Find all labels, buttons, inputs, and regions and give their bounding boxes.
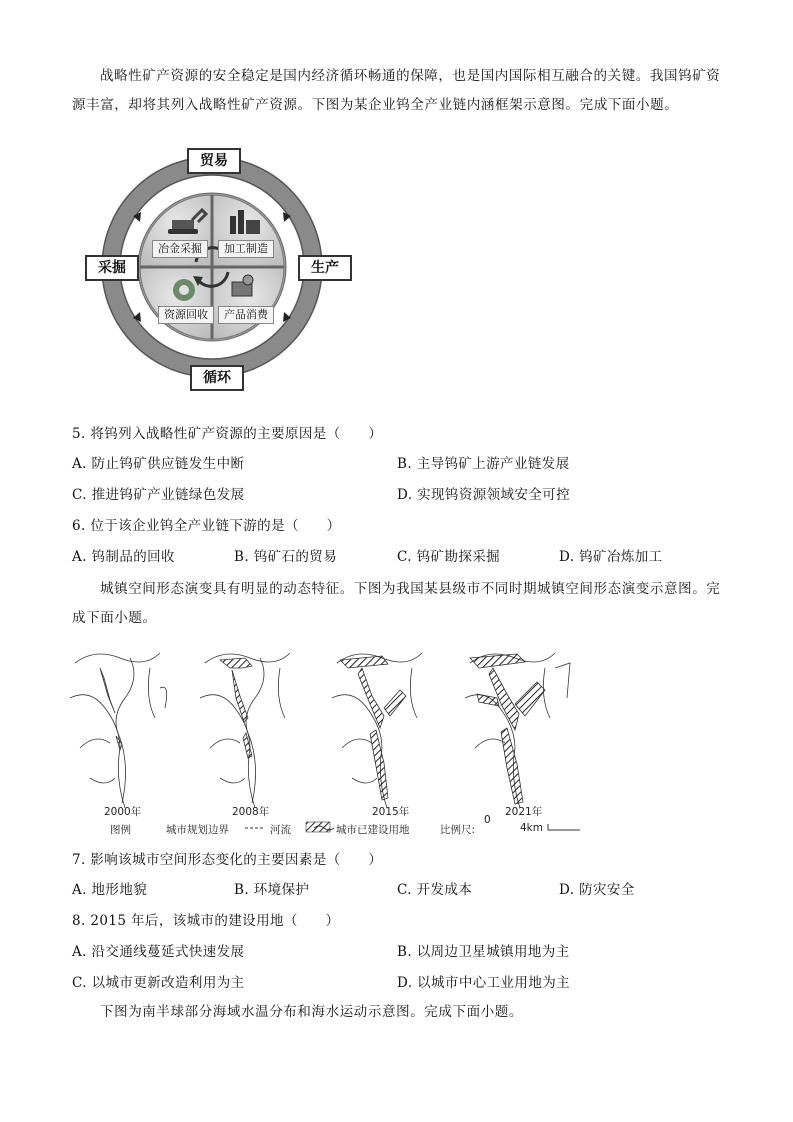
q8-option-d[interactable]: D. 以城市中心工业用地为主 [397,975,571,991]
map-2000 [70,653,167,808]
q6-option-c[interactable]: C. 钨矿勘探采掘 [397,549,501,565]
map-2021 [465,653,570,808]
city-evolution-maps [60,638,600,843]
legend-boundary-label: 城市规划边界 [166,824,229,836]
legend-title: 图例 [110,824,131,836]
q7-option-c[interactable]: C. 开发成本 [397,882,473,898]
q7-option-d[interactable]: D. 防灾安全 [559,882,635,898]
label-processing: 加工制造 [218,240,274,258]
map-2008 [200,653,290,808]
q8-option-a[interactable]: A. 沿交通线蔓延式快速发展 [72,944,245,960]
label-consumption: 产品消费 [218,306,274,324]
map-year-2015: 2015年 [372,806,410,818]
recycle-icon [173,279,195,301]
map-2015 [332,653,422,808]
q8-option-b[interactable]: B. 以周边卫星城镇用地为主 [397,944,570,960]
q5-option-c[interactable]: C. 推进钨矿产业链绿色发展 [72,487,245,503]
scale-value: 4km [520,822,543,834]
map-year-2008: 2008年 [232,806,270,818]
map-year-2000: 2000年 [104,806,142,818]
q6-option-a[interactable]: A. 钨制品的回收 [72,549,175,565]
q8-stem: 8. 2015 年后，该城市的建设用地（ ） [72,913,340,929]
q6-stem: 6. 位于该企业钨全产业链下游的是（ ） [72,518,341,534]
intro-paragraph-1: 战略性矿产资源的安全稳定是国内经济循环畅通的保障，也是国内国际相互融合的关键。我国钨矿资源丰富，却将其列入战略性矿产资源。下图为某企业钨全产业链内涵框架示意图。完成下面小题。 [72,68,721,113]
q5-option-b[interactable]: B. 主导钨矿上游产业链发展 [397,456,570,472]
label-cycle: 循环 [190,365,244,391]
map-year-2021: 2021年 [505,806,543,818]
q6-option-b[interactable]: B. 钨矿石的贸易 [234,549,338,565]
industry-chain-diagram [88,150,350,390]
q7-option-b[interactable]: B. 环境保护 [234,882,310,898]
scale-bar [548,824,580,830]
q7-option-a[interactable]: A. 地形地貌 [72,882,148,898]
intro-paragraph-3: 下图为南半球部分海域水温分布和海水运动示意图。完成下面小题。 [100,1004,523,1020]
legend-built-symbol [306,822,330,832]
scale-zero: 0 [484,814,491,826]
q5-stem: 5. 将钨列入战略性矿产资源的主要原因是（ ） [72,426,383,442]
label-mining: 采掘 [85,255,139,281]
label-production: 生产 [298,255,352,281]
scale-label: 比例尺: [440,824,476,836]
intro-paragraph-2: 城镇空间形态演变具有明显的动态特征。下图为我国某县级市不同时期城镇空间形态演变示意图。完成下面小题。 [72,581,721,626]
label-recycling: 资源回收 [158,306,214,324]
q7-stem: 7. 影响该城市空间形态变化的主要因素是（ ） [72,852,383,868]
q5-option-a[interactable]: A. 防止钨矿供应链发生中断 [72,456,245,472]
legend-built-label: 城市已建设用地 [336,824,410,836]
q5-option-d[interactable]: D. 实现钨资源领域安全可控 [397,487,571,503]
label-smelting-mining: 冶金采掘 [152,240,208,258]
legend-river-label: 河流 [270,824,291,836]
label-trade: 贸易 [187,148,241,174]
q6-option-d[interactable]: D. 钨矿冶炼加工 [559,549,663,565]
q8-option-c[interactable]: C. 以城市更新改造利用为主 [72,975,245,991]
